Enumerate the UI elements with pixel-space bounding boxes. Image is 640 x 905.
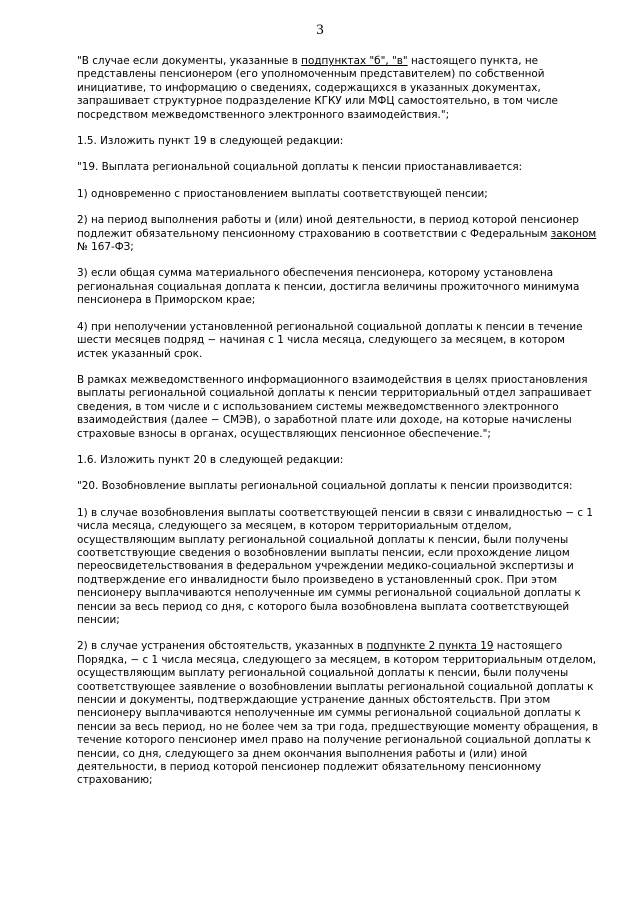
paragraph-1 xyxy=(77,55,599,122)
paragraph-8 xyxy=(77,374,599,441)
page-number: 3 xyxy=(316,22,324,38)
paragraph-text: 1.5. Изложить пункт 19 в следующей редакции: xyxy=(77,135,344,148)
paragraph-7 xyxy=(77,321,599,361)
cross-reference-link[interactable]: подпункте 2 пункта 19 xyxy=(366,640,494,653)
paragraph-text: "В случае если документы, указанные в xyxy=(77,55,302,67)
paragraph-text: В рамках межведомственного информационного взаимодействия в целях приостановления выплаты региональной социальной доплаты к пенсии территориальный отдел запрашивает сведения, в том числе и с использованием системы межведомственного электронного взаимодействия (далее − СМЭВ), о заработной плате или доходе, на которые начислены страховые взносы в органах, осуществляющих пенсионное обеспечение."; xyxy=(77,373,592,440)
paragraph-text: настоящего Порядка, − с 1 числа месяца, следующего за месяцем, в котором территориальным отделом, осуществляющим выплату региональной социальной доплаты к пенсии, были получены соответствующее заявление о возобновлении выплаты региональной социальной доплаты к пенсии и документы, подтверждающие устранение данных обстоятельств. При этом пенсионеру выплачиваются неполученные им суммы региональной социальной доплаты к пенсии за весь период, но не более чем за три года, предшествующие моменту обращения, в течение которого пенсионер имел право на получение региональной социальной доплаты к пенсии, со дня, следующего за днем окончания выполнения работы и (или) иной деятельности, в период которой пенсионер подлежит обязательному пенсионному страхованию; xyxy=(77,640,599,787)
paragraph-text: 2) в случае устранения обстоятельств, указанных в xyxy=(77,640,367,653)
paragraph-text: 3) если общая сумма материального обеспечения пенсионера, которому установлена региональная социальная доплата к пенсии, достигла величины прожиточного минимума пенсионера в Приморском крае; xyxy=(77,267,580,307)
paragraph-text: "19. Выплата региональной социальной доплаты к пенсии приостанавливается: xyxy=(77,161,523,174)
paragraph-5 xyxy=(77,214,599,254)
paragraph-10 xyxy=(77,480,599,493)
paragraph-text: 2) на период выполнения работы и (или) иной деятельности, в период которой пенсионер подлежит обязательному пенсионному страхованию в соответствии с Федеральным xyxy=(77,214,579,240)
cross-reference-link[interactable]: законом xyxy=(550,227,597,240)
paragraph-text: 1) одновременно с приостановлением выплаты соответствующей пенсии; xyxy=(77,187,488,200)
paragraph-text: 1) в случае возобновления выплаты соответствующей пенсии в связи с инвалидностью − с 1 числа месяца, следующего за месяцем, в котором территориальным отделом, осуществляющим выплату региональной социальной доплаты к пенсии, были получены соответствующие сведения о возобновлении выплаты пенсии, если прохождение лицом переосвидетельствования в федеральном учреждении медико-социальной экспертизы и подтверждение его инвалидности было произведено в установленный срок. При этом пенсионеру выплачиваются неполученные им суммы региональной социальной доплаты к пенсии за весь период со дня, с которого была возобновлена выплата соответствующей пенсии; xyxy=(77,506,593,626)
cross-reference-link[interactable]: подпунктах "б", "в" xyxy=(301,55,408,67)
document-body xyxy=(77,55,599,801)
paragraph-4 xyxy=(77,188,599,201)
paragraph-11 xyxy=(77,507,599,628)
paragraph-6 xyxy=(77,267,599,307)
paragraph-9 xyxy=(77,454,599,467)
paragraph-12 xyxy=(77,640,599,787)
paragraph-3 xyxy=(77,161,599,174)
paragraph-text: 4) при неполучении установленной региональной социальной доплаты к пенсии в течение шести месяцев подряд − начиная с 1 числа месяца, следующего за месяцем, в котором истек указанный срок. xyxy=(77,320,583,360)
paragraph-2 xyxy=(77,135,599,148)
paragraph-text: "20. Возобновление выплаты региональной социальной доплаты к пенсии производится: xyxy=(77,480,573,493)
paragraph-text: настоящего пункта, не представлены пенсионером (его уполномоченным представителем) по собственной инициативе, то информацию о сведениях, содержащихся в указанных документах, запрашивает структурное подразделение КГКУ или МФЦ самостоятельно, в том числе посредством межведомственного электронного взаимодействия."; xyxy=(77,55,558,121)
paragraph-text: 1.6. Изложить пункт 20 в следующей редакции: xyxy=(77,453,344,466)
paragraph-text: № 167-ФЗ; xyxy=(77,241,134,254)
